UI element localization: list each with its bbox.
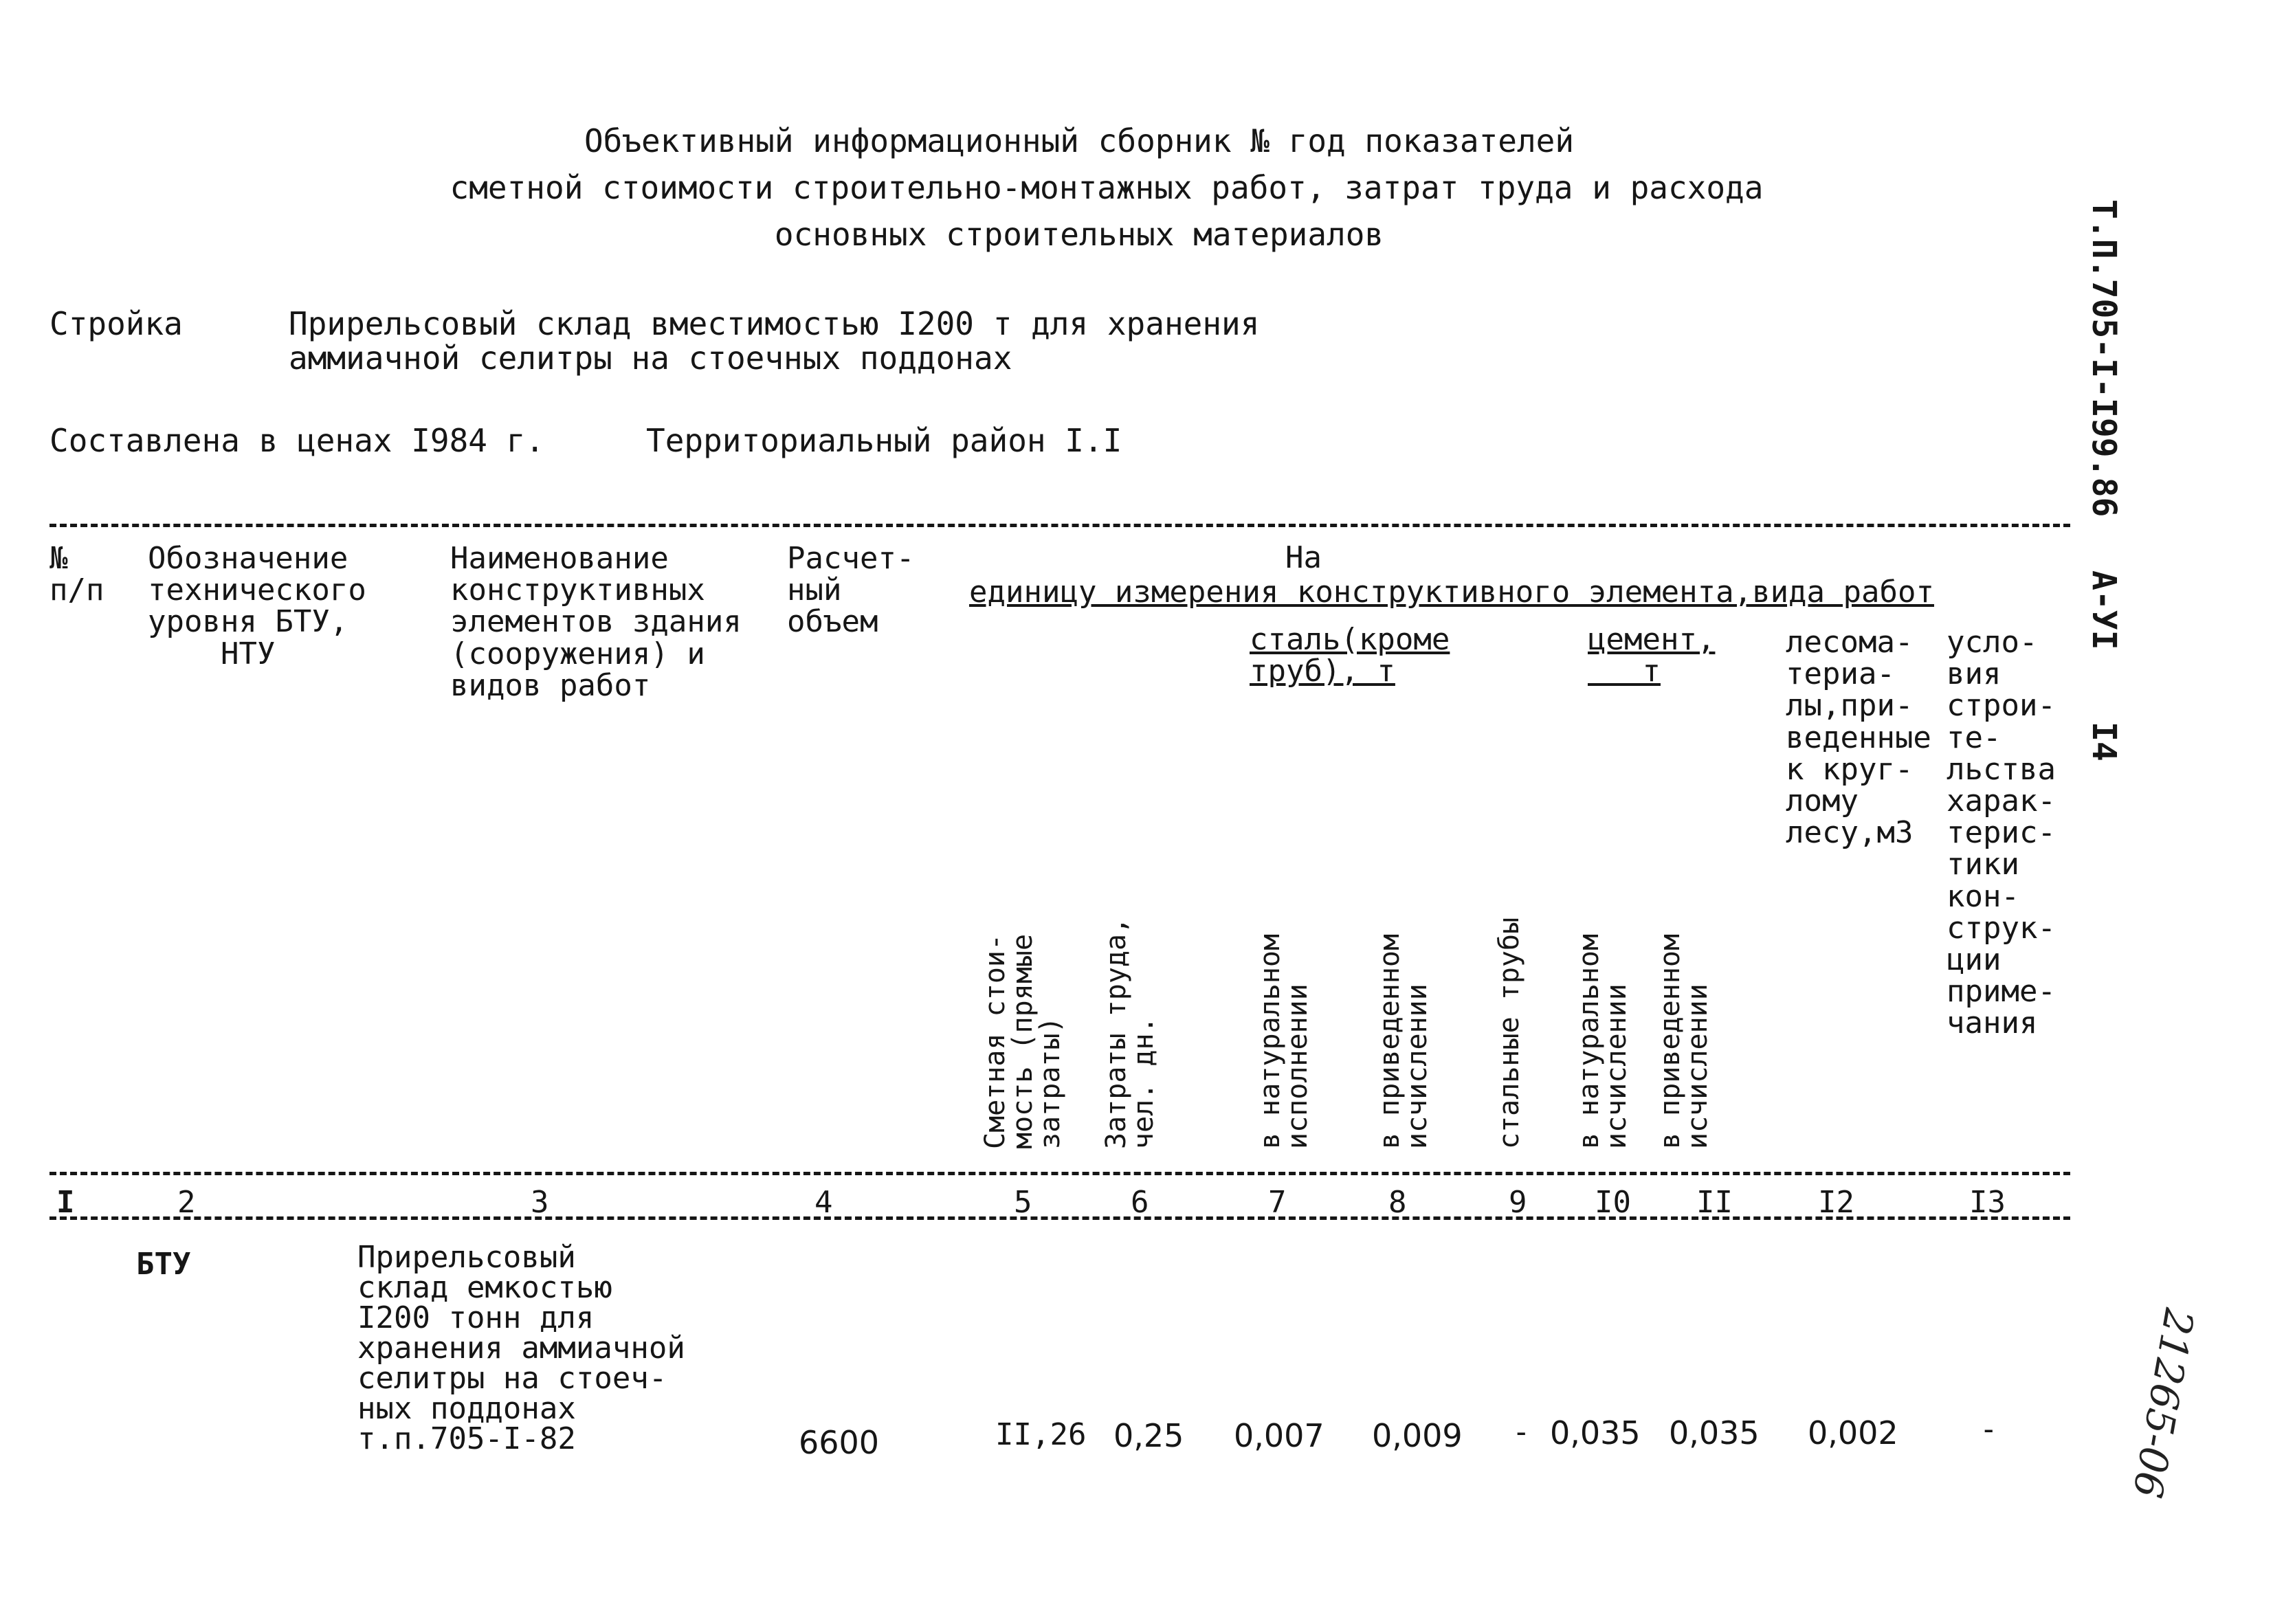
col-number-4: 4 xyxy=(814,1185,833,1220)
region-text: Территориальный район I.I xyxy=(646,422,1122,459)
header-conditions: усло- вия строи- те- льства харак- терис- тики кон- струк- ции приме- чания xyxy=(1947,625,2056,1041)
row-labor: 0,25 xyxy=(1113,1417,1184,1454)
header-col-pipes: стальные трубы xyxy=(1494,917,1525,1149)
title-line-3: основных строительных материалов xyxy=(774,216,1384,253)
header-timber: лесома- териа- лы,при- веденные к круг- лому лесу,м3 xyxy=(1786,625,1931,851)
header-cement: цемент, т xyxy=(1588,622,1716,689)
col-number-13: I3 xyxy=(1969,1185,2006,1220)
table-top-rule xyxy=(49,524,2070,527)
header-col-steel-reduced: в приведенном исчислении xyxy=(1374,933,1433,1149)
project-name-line-1: Прирельсовый склад вместимостью I200 т для хранения xyxy=(289,305,1260,342)
header-col-cost: Сметная стои- мость (прямые затраты) xyxy=(979,933,1066,1149)
doc-code-mark: Т.П.705-I-I99.86 xyxy=(2085,199,2123,518)
col-number-2: 2 xyxy=(177,1185,196,1220)
header-col-cement-natural: в натуральном исчислении xyxy=(1573,933,1632,1149)
page-number-mark: I4 xyxy=(2085,722,2123,761)
header-col-number: № п/п xyxy=(49,541,104,608)
row-timber: 0,002 xyxy=(1808,1414,1898,1451)
header-col-cement-reduced: в приведенном исчислении xyxy=(1654,933,1714,1149)
header-col-steel-natural: в натуральном исполнении xyxy=(1254,933,1313,1149)
row-name: Прирельсовый склад емкостью I200 тонн для хранения аммиачной селитры на стоеч- ных поддонах т.п.705-I-82 xyxy=(357,1240,685,1456)
col-number-7: 7 xyxy=(1268,1185,1287,1220)
col-number-1: I xyxy=(56,1185,75,1220)
header-group-line-1: На xyxy=(1285,540,1322,575)
header-col-level: Обозначение технического уровня БТУ, НТУ xyxy=(148,541,366,671)
numbers-bottom-rule xyxy=(49,1216,2070,1220)
row-cement-reduced: 0,035 xyxy=(1669,1414,1760,1451)
col-number-8: 8 xyxy=(1388,1185,1407,1220)
col-number-12: I2 xyxy=(1818,1185,1854,1220)
row-volume: 6600 xyxy=(799,1424,880,1461)
inventory-number-handwritten: 21265-06 xyxy=(2123,1305,2203,1502)
col-number-10: I0 xyxy=(1595,1185,1631,1220)
header-bottom-rule xyxy=(49,1172,2070,1175)
prices-text: Составлена в ценах I984 г. xyxy=(49,422,545,459)
header-col-name: Наименование конструктивных элементов здания (сооружения) и видов работ xyxy=(450,541,742,703)
header-group-line-2: единицу измерения конструктивного элемента,вида работ xyxy=(969,575,1934,610)
title-line-2: сметной стоимости строительно-монтажных работ, затрат труда и расхода xyxy=(450,169,1764,206)
project-label: Стройка xyxy=(49,305,183,342)
header-col-volume: Расчет- ный объем xyxy=(787,541,915,640)
row-cost: II,26 xyxy=(995,1417,1087,1452)
header-steel: сталь(кроме труб), т xyxy=(1250,622,1450,689)
row-cement-natural: 0,035 xyxy=(1550,1414,1641,1451)
col-number-9: 9 xyxy=(1509,1185,1527,1220)
col-number-5: 5 xyxy=(1014,1185,1032,1220)
project-name-line-2: аммиачной селитры на стоечных поддонах xyxy=(289,340,1012,377)
col-number-11: II xyxy=(1696,1185,1733,1220)
title-line-1: Объективный информационный сборник № год показателей xyxy=(584,122,1575,159)
row-steel-reduced: 0,009 xyxy=(1372,1417,1463,1454)
row-pipes: - xyxy=(1512,1414,1531,1449)
col-number-6: 6 xyxy=(1131,1185,1149,1220)
row-steel-natural: 0,007 xyxy=(1234,1417,1324,1454)
row-level: БТУ xyxy=(136,1247,191,1282)
album-mark: А-УI xyxy=(2085,570,2123,650)
row-conditions: - xyxy=(1980,1412,1998,1447)
col-number-3: 3 xyxy=(531,1185,549,1220)
header-col-labor: Затраты труда, чел. дн. xyxy=(1100,917,1160,1149)
